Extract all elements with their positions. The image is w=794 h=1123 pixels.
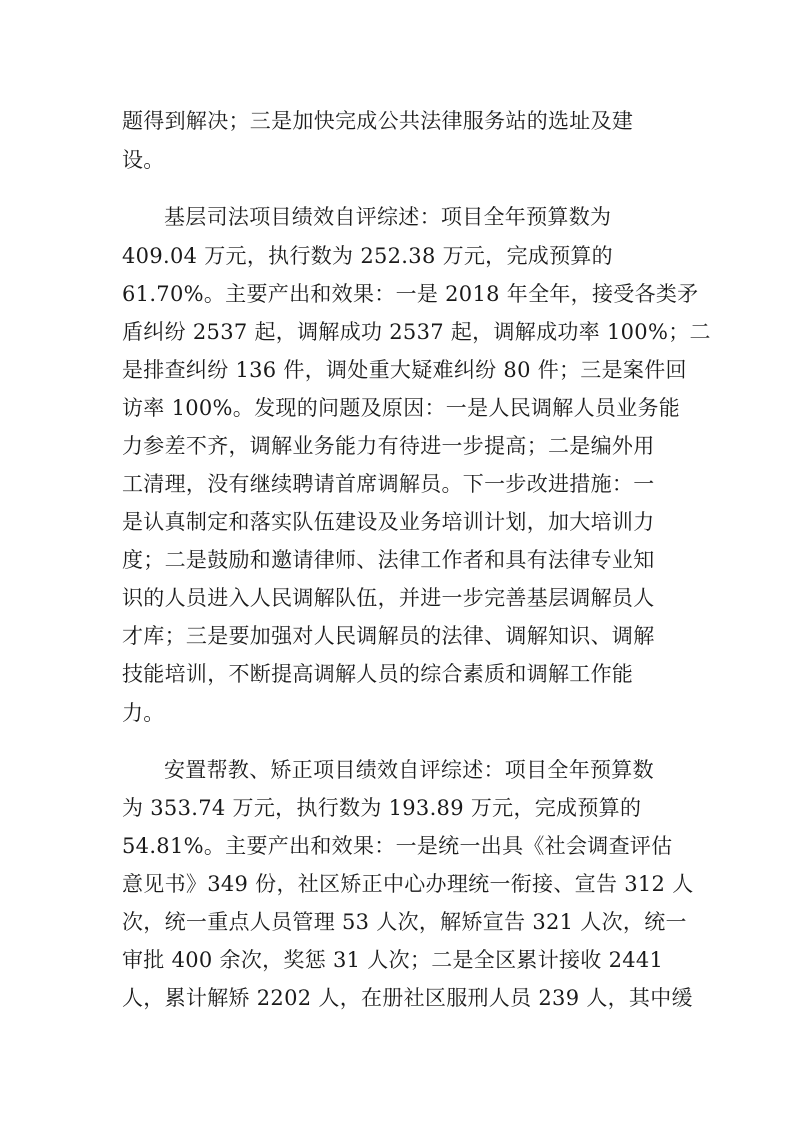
- paragraph-start-line: 基层司法项目绩效自评综述：项目全年预算数为: [164, 205, 612, 229]
- text-line: 度；二是鼓励和邀请律师、法律工作者和具有法律专业知: [122, 548, 655, 572]
- text-line: 为 353.74 万元，执行数为 193.89 万元，完成预算的: [122, 796, 642, 820]
- text-line: 审批 400 余次，奖惩 31 人次；二是全区累计接收 2441: [122, 948, 664, 972]
- text-line: 设。: [122, 148, 165, 172]
- text-line: 题得到解决；三是加快完成公共法律服务站的选址及建: [122, 109, 634, 133]
- text-line: 技能培训，不断提高调解人员的综合素质和调解工作能: [122, 662, 634, 686]
- text-line: 识的人员进入人民调解队伍，并进一步完善基层调解员人: [122, 586, 655, 610]
- text-line: 54.81%。主要产出和效果：一是统一出具《社会调查评估: [122, 834, 673, 858]
- text-line: 力参差不齐，调解业务能力有待进一步提高；二是编外用: [122, 434, 655, 458]
- paragraph-start-line: 安置帮教、矫正项目绩效自评综述：项目全年预算数: [164, 758, 654, 782]
- text-line: 次，统一重点人员管理 53 人次，解矫宣告 321 人次，统一: [122, 910, 687, 934]
- text-line: 工清理，没有继续聘请首席调解员。下一步改进措施：一: [122, 472, 655, 496]
- text-line: 61.70%。主要产出和效果：一是 2018 年全年，接受各类矛: [122, 282, 699, 306]
- text-line: 是排查纠纷 136 件，调处重大疑难纠纷 80 件；三是案件回: [122, 358, 687, 382]
- text-line: 盾纠纷 2537 起，调解成功 2537 起，调解成功率 100%；二: [122, 320, 711, 344]
- text-line: 访率 100%。发现的问题及原因：一是人民调解人员业务能: [122, 396, 681, 420]
- text-line: 意见书》349 份，社区矫正中心办理统一衔接、宣告 312 人: [122, 872, 694, 896]
- text-line: 才库；三是要加强对人民调解员的法律、调解知识、调解: [122, 624, 655, 648]
- text-line: 409.04 万元，执行数为 252.38 万元，完成预算的: [122, 244, 613, 268]
- text-line: 人，累计解矫 2202 人，在册社区服刑人员 239 人，其中缓: [122, 986, 693, 1010]
- text-line: 力。: [122, 701, 165, 725]
- text-line: 是认真制定和落实队伍建设及业务培训计划，加大培训力: [122, 510, 655, 534]
